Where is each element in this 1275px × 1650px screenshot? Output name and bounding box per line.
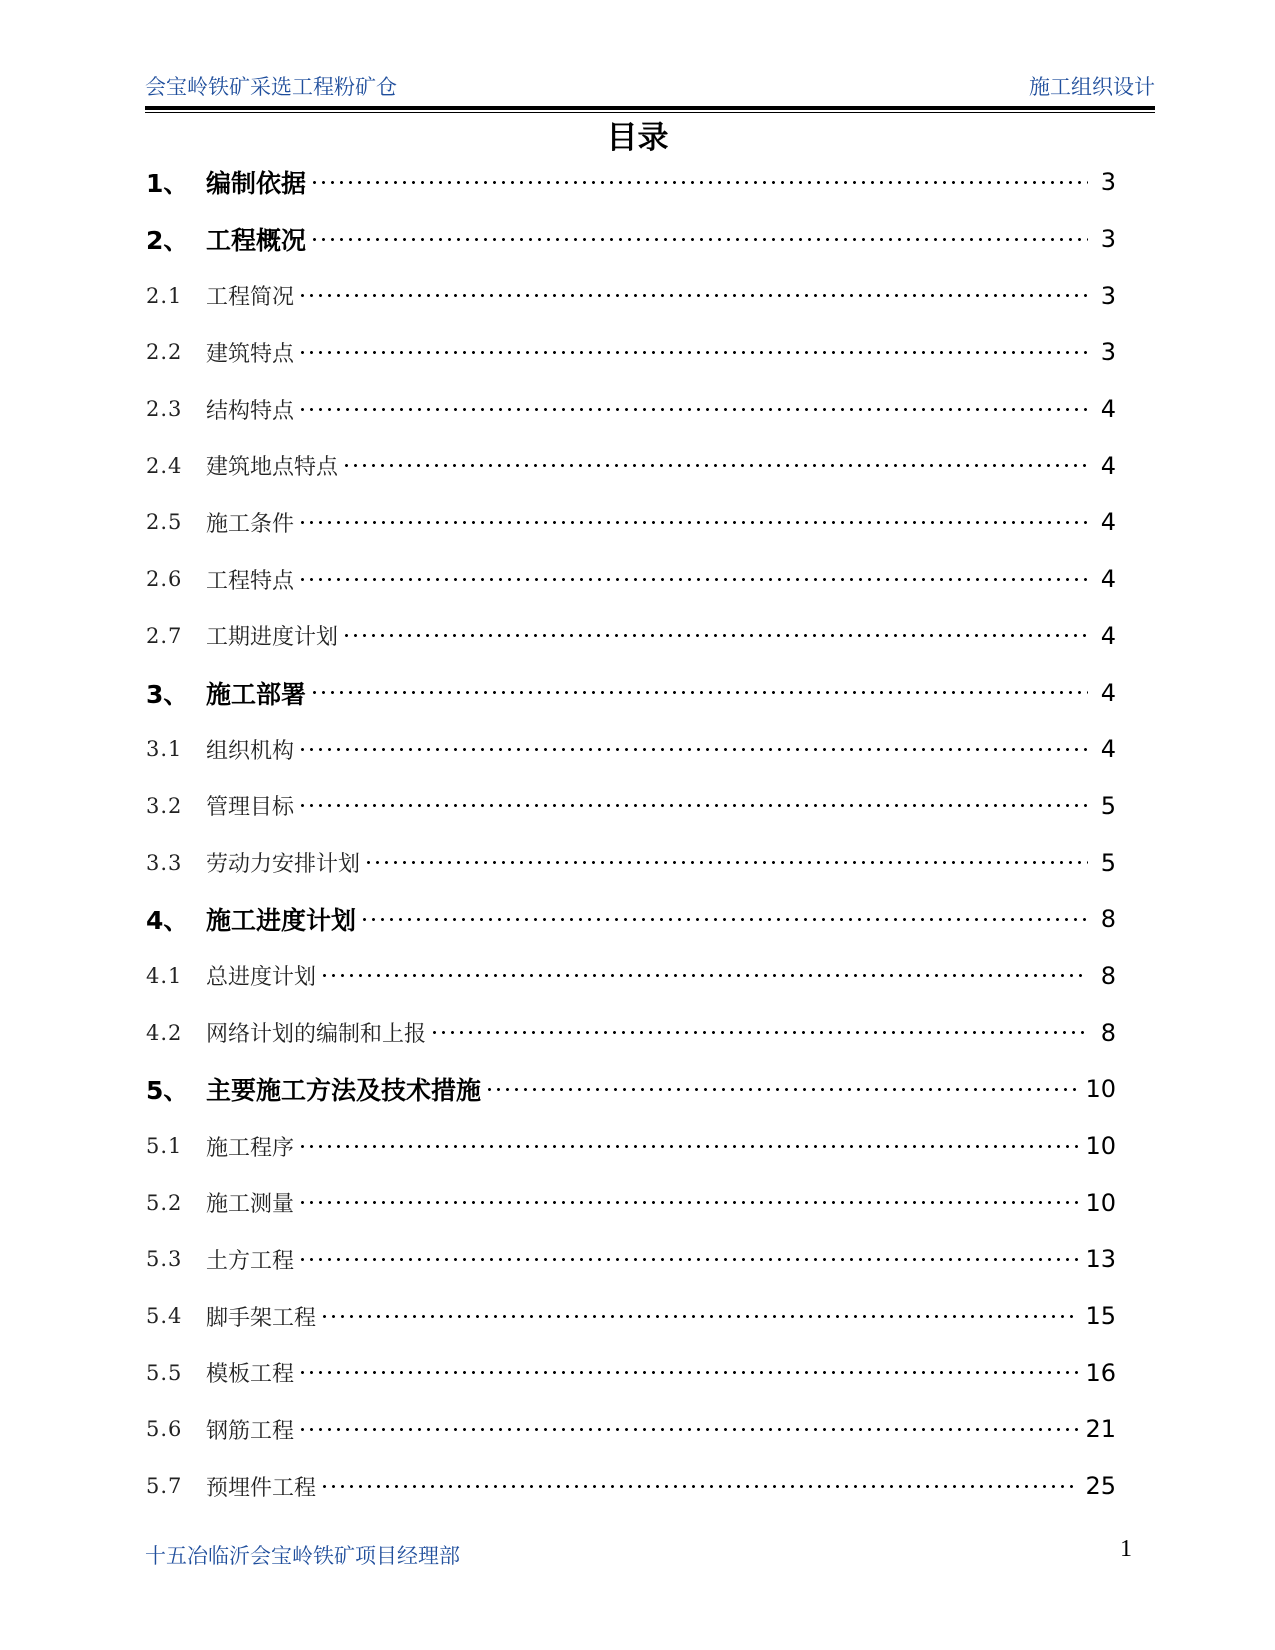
toc-entry-number: 5.3	[146, 1247, 183, 1272]
toc-section-entry[interactable]	[146, 1288, 1116, 1345]
toc-dot-leader	[310, 238, 1088, 241]
toc-dot-leader	[310, 181, 1088, 184]
toc-entry-title: 工程特点	[206, 568, 295, 594]
toc-entry-number: 3.3	[146, 850, 183, 875]
toc-dot-leader	[364, 861, 1088, 864]
toc-entry-title: 工程简况	[206, 285, 295, 311]
toc-entry-page: 16	[1085, 1358, 1116, 1387]
toc-entry-title: 施工进度计划	[206, 906, 357, 936]
table-of-contents	[146, 154, 1116, 1515]
toc-section-entry[interactable]	[146, 1401, 1116, 1458]
toc-section-entry[interactable]	[146, 267, 1116, 324]
toc-entry-number: 1、	[146, 169, 189, 199]
toc-entry-number: 4.2	[146, 1020, 183, 1045]
toc-entry-title: 施工条件	[206, 511, 295, 537]
toc-entry-page: 5	[1100, 848, 1116, 877]
toc-entry-title: 施工部署	[206, 679, 307, 709]
toc-entry-page: 8	[1100, 905, 1116, 934]
toc-chapter-entry[interactable]	[146, 211, 1116, 268]
toc-section-entry[interactable]	[146, 721, 1116, 778]
toc-entry-number: 3.1	[146, 737, 183, 762]
toc-entry-title: 组织机构	[206, 738, 295, 764]
toc-entry-title: 脚手架工程	[206, 1305, 317, 1331]
toc-entry-number: 2.1	[146, 283, 183, 308]
toc-chapter-entry[interactable]	[146, 154, 1116, 211]
toc-entry-title: 施工测量	[206, 1192, 295, 1218]
toc-entry-page: 4	[1100, 621, 1116, 650]
toc-entry-page: 4	[1100, 451, 1116, 480]
toc-entry-title: 劳动力安排计划	[206, 852, 361, 878]
toc-section-entry[interactable]	[146, 608, 1116, 665]
toc-entry-number: 2.7	[146, 623, 183, 648]
toc-entry-page: 8	[1100, 961, 1116, 990]
toc-entry-number: 2.5	[146, 510, 183, 535]
toc-entry-page: 8	[1100, 1018, 1116, 1047]
toc-entry-title: 预埋件工程	[206, 1475, 317, 1501]
toc-entry-number: 5、	[146, 1076, 189, 1106]
toc-entry-title: 网络计划的编制和上报	[206, 1022, 427, 1048]
footer-page-number: 1	[1120, 1536, 1132, 1562]
toc-dot-leader	[298, 351, 1088, 354]
toc-dot-leader	[298, 578, 1088, 581]
toc-dot-leader	[298, 1371, 1079, 1374]
toc-entry-title: 建筑特点	[206, 341, 295, 367]
toc-entry-number: 5.2	[146, 1190, 183, 1215]
toc-dot-leader	[298, 1201, 1079, 1204]
toc-entry-page: 3	[1100, 338, 1116, 367]
toc-entry-page: 25	[1085, 1472, 1116, 1501]
toc-section-entry[interactable]	[146, 551, 1116, 608]
toc-entry-title: 工期进度计划	[206, 625, 339, 651]
header-project-name: 会宝岭铁矿采选工程粉矿仓	[145, 75, 397, 99]
toc-dot-leader	[298, 294, 1088, 297]
toc-entry-page: 4	[1100, 735, 1116, 764]
toc-entry-number: 2.4	[146, 453, 183, 478]
toc-dot-leader	[320, 1315, 1079, 1318]
toc-dot-leader	[342, 464, 1088, 467]
toc-entry-number: 4、	[146, 906, 189, 936]
header-rule-thick	[145, 106, 1155, 110]
toc-entry-number: 3.2	[146, 793, 183, 818]
toc-section-entry[interactable]	[146, 1174, 1116, 1231]
toc-entry-number: 5.7	[146, 1474, 183, 1499]
toc-entry-title: 结构特点	[206, 398, 295, 424]
toc-dot-leader	[298, 804, 1088, 807]
toc-chapter-entry[interactable]	[146, 664, 1116, 721]
toc-entry-number: 5.5	[146, 1360, 183, 1385]
toc-entry-page: 3	[1100, 281, 1116, 310]
toc-section-entry[interactable]	[146, 1118, 1116, 1175]
toc-dot-leader	[298, 521, 1088, 524]
toc-dot-leader	[320, 974, 1088, 977]
toc-dot-leader	[485, 1088, 1079, 1091]
toc-section-entry[interactable]	[146, 381, 1116, 438]
toc-entry-page: 4	[1100, 678, 1116, 707]
toc-dot-leader	[298, 408, 1088, 411]
toc-entry-page: 4	[1100, 565, 1116, 594]
toc-entry-title: 土方工程	[206, 1248, 295, 1274]
toc-entry-number: 5.1	[146, 1134, 183, 1159]
toc-entry-number: 3、	[146, 679, 189, 709]
toc-dot-leader	[310, 691, 1088, 694]
toc-entry-number: 2.2	[146, 340, 183, 365]
toc-entry-page: 21	[1085, 1415, 1116, 1444]
toc-entry-page: 3	[1100, 225, 1116, 254]
toc-section-entry[interactable]	[146, 437, 1116, 494]
toc-entry-page: 10	[1085, 1188, 1116, 1217]
toc-entry-title: 管理目标	[206, 795, 295, 821]
toc-dot-leader	[298, 1145, 1079, 1148]
toc-dot-leader	[342, 634, 1088, 637]
footer-organization: 十五冶临沂会宝岭铁矿项目经理部	[145, 1544, 460, 1568]
toc-entry-page: 5	[1100, 791, 1116, 820]
toc-dot-leader	[320, 1485, 1079, 1488]
toc-dot-leader	[360, 918, 1088, 921]
toc-entry-page: 15	[1085, 1302, 1116, 1331]
toc-entry-title: 工程概况	[206, 226, 307, 256]
toc-chapter-entry[interactable]	[146, 1061, 1116, 1118]
toc-section-entry[interactable]	[146, 1458, 1116, 1515]
toc-entry-page: 13	[1085, 1245, 1116, 1274]
toc-dot-leader	[430, 1031, 1088, 1034]
toc-entry-page: 4	[1100, 395, 1116, 424]
toc-dot-leader	[298, 1258, 1079, 1261]
toc-chapter-entry[interactable]	[146, 891, 1116, 948]
toc-section-entry[interactable]	[146, 1344, 1116, 1401]
toc-entry-page: 10	[1085, 1132, 1116, 1161]
toc-section-entry[interactable]	[146, 1004, 1116, 1061]
toc-entry-title: 编制依据	[206, 169, 307, 199]
toc-entry-number: 2.6	[146, 567, 183, 592]
toc-title: 目录	[606, 120, 669, 156]
toc-section-entry[interactable]	[146, 1231, 1116, 1288]
toc-entry-title: 施工程序	[206, 1135, 295, 1161]
toc-dot-leader	[298, 1428, 1079, 1431]
toc-section-entry[interactable]	[146, 778, 1116, 835]
toc-entry-title: 主要施工方法及技术措施	[206, 1076, 482, 1106]
toc-entry-title: 总进度计划	[206, 965, 317, 991]
header-document-type: 施工组织设计	[1029, 75, 1155, 99]
toc-section-entry[interactable]	[146, 834, 1116, 891]
toc-entry-title: 模板工程	[206, 1362, 295, 1388]
toc-dot-leader	[298, 748, 1088, 751]
toc-entry-number: 5.6	[146, 1417, 183, 1442]
toc-entry-number: 5.4	[146, 1304, 183, 1329]
toc-section-entry[interactable]	[146, 324, 1116, 381]
toc-entry-number: 4.1	[146, 963, 183, 988]
toc-entry-page: 4	[1100, 508, 1116, 537]
toc-entry-page: 3	[1100, 168, 1116, 197]
toc-entry-title: 钢筋工程	[206, 1418, 295, 1444]
page-header	[145, 74, 1155, 104]
toc-entry-title: 建筑地点特点	[206, 455, 339, 481]
toc-section-entry[interactable]	[146, 494, 1116, 551]
toc-entry-page: 10	[1085, 1075, 1116, 1104]
toc-entry-number: 2、	[146, 226, 189, 256]
toc-section-entry[interactable]	[146, 948, 1116, 1005]
header-rule-thin	[145, 112, 1155, 113]
toc-entry-number: 2.3	[146, 397, 183, 422]
